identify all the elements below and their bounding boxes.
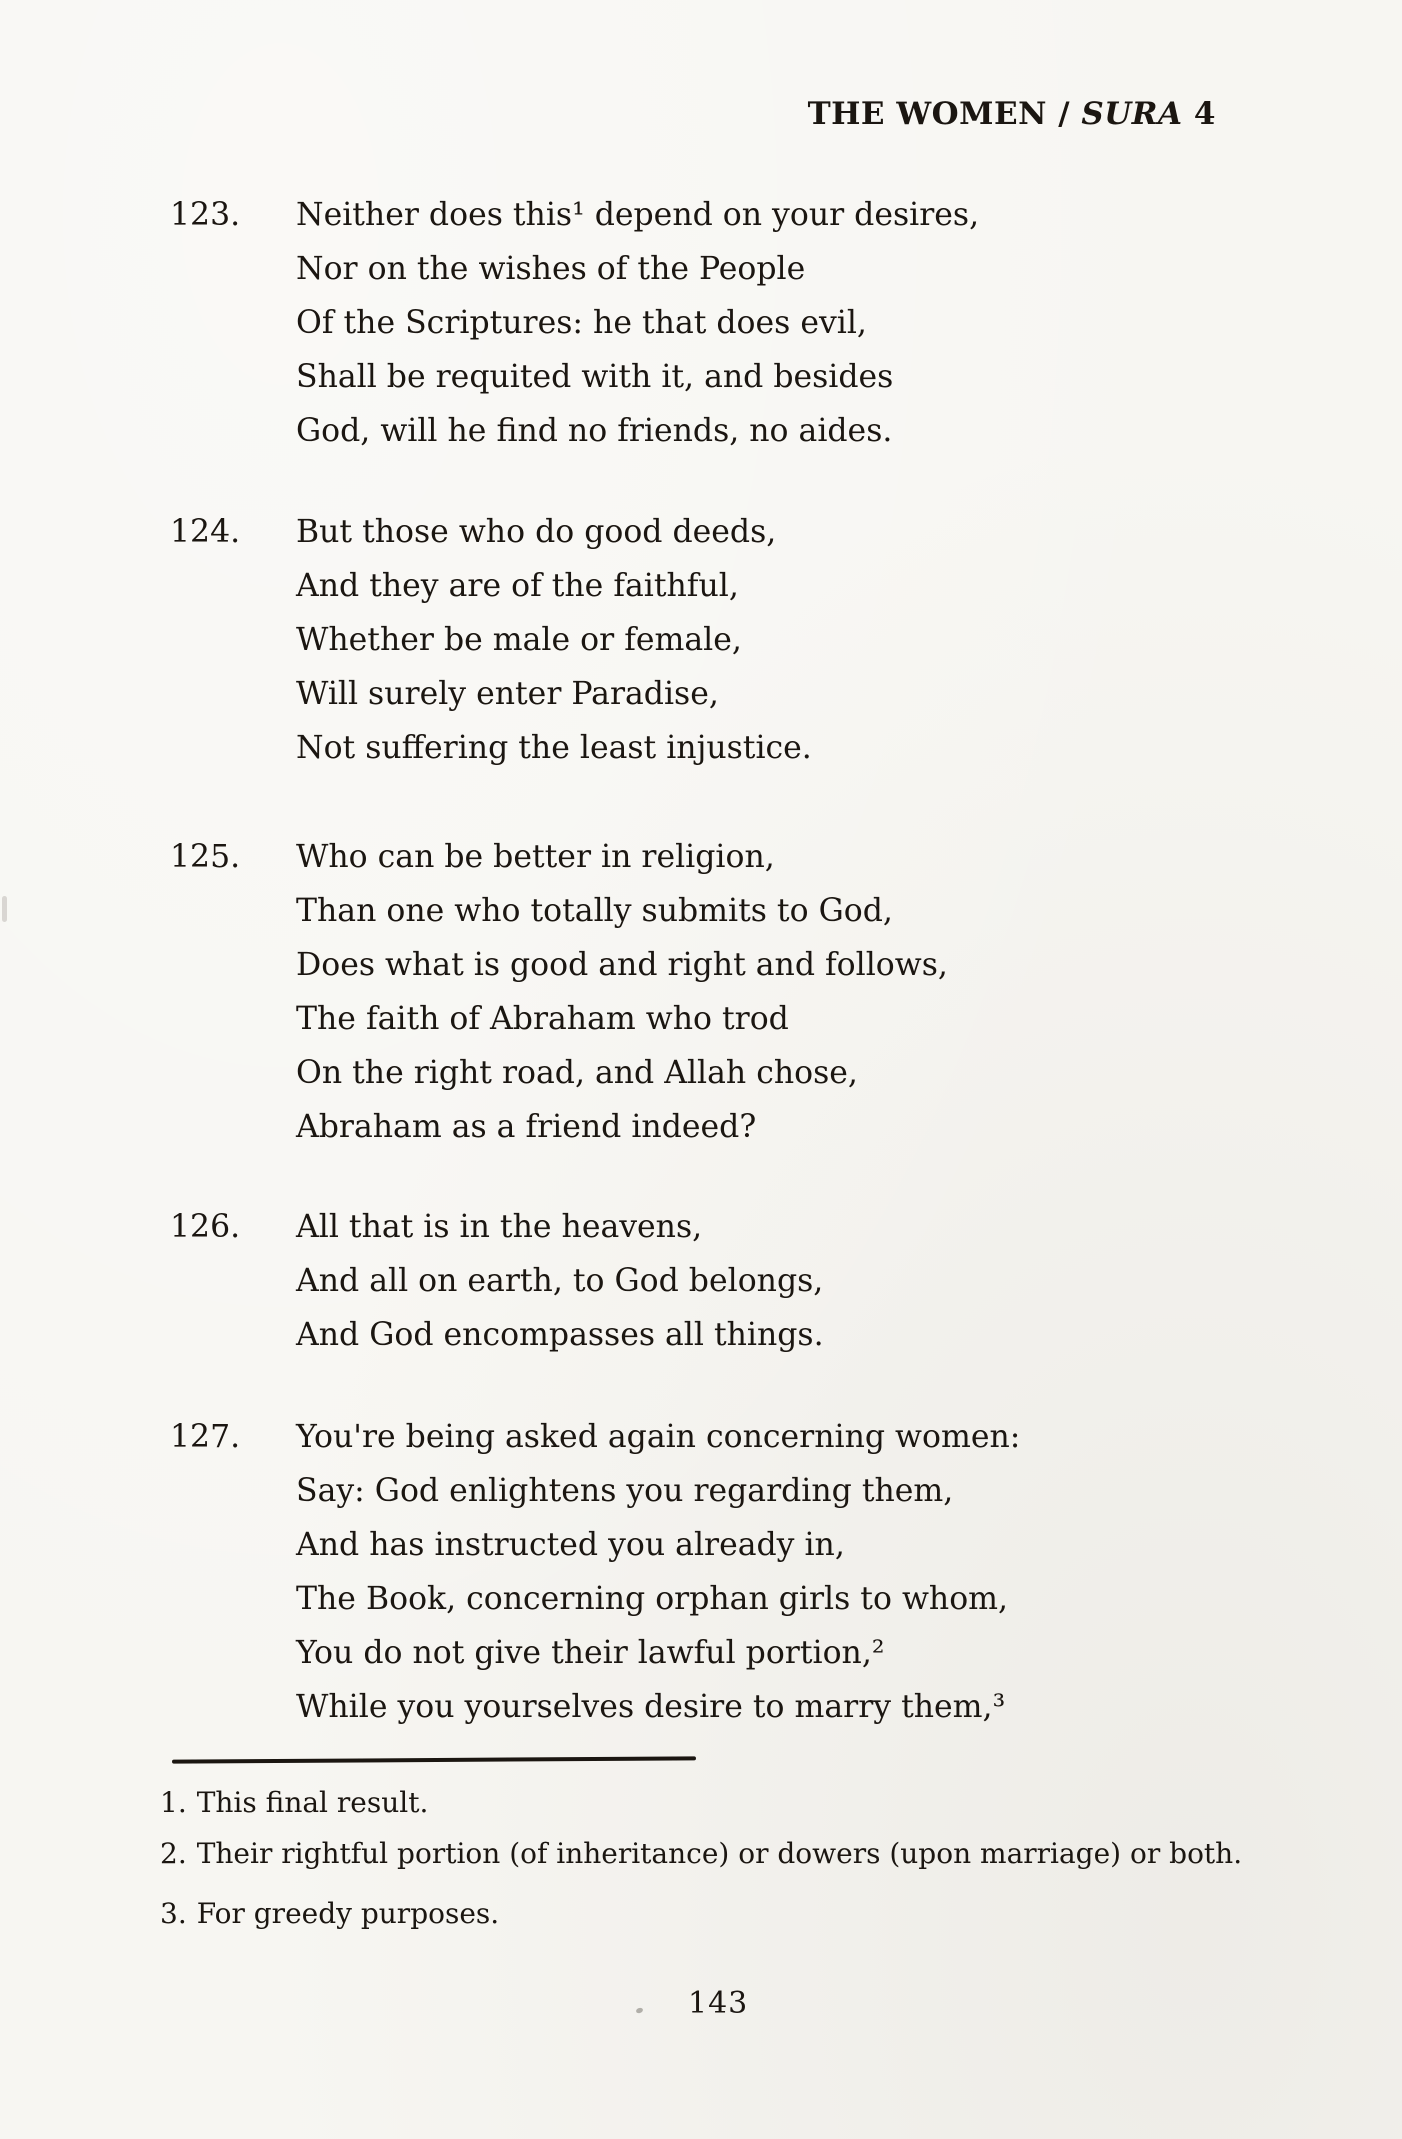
verse-line: And has instructed you already in, (296, 1527, 845, 1563)
footnote-text: For greedy purposes. (196, 1897, 500, 1930)
scan-speckle (2, 896, 7, 922)
verse-number: 123. (170, 197, 241, 233)
verse-lines (296, 1410, 1276, 1734)
footnote-rule (172, 1756, 696, 1763)
footnote-2 (160, 1836, 1310, 1872)
verse-line: Who can be better in religion, (296, 839, 775, 875)
verse-line: Nor on the wishes of the People (296, 251, 806, 287)
footnote-text: This final result. (196, 1786, 429, 1819)
footnote-text: Their rightful portion (of inheritance) or dowers (upon marriage) or both. (196, 1837, 1243, 1870)
verse-line: Whether be male or female, (296, 622, 742, 658)
verse-line: Say: God enlightens you regarding them, (296, 1473, 954, 1509)
verse-number: 124. (170, 514, 241, 550)
footnote-marker: 1. (160, 1786, 187, 1819)
verse-number: 127. (170, 1419, 241, 1455)
verse-number: 126. (170, 1209, 241, 1245)
verse-lines (296, 188, 1276, 458)
footnote-3 (160, 1896, 1310, 1932)
footnote-marker: 2. (160, 1837, 187, 1870)
verse-lines (296, 1200, 1276, 1362)
header-book-title: THE WOMEN (807, 96, 1047, 132)
verse-line: Neither does this¹ depend on your desires, (296, 197, 980, 233)
scan-speckle (635, 2007, 643, 2014)
verse-number: 125. (170, 839, 241, 875)
verse-line: Will surely enter Paradise, (296, 676, 719, 712)
verse-line: While you yourselves desire to marry them,³ (296, 1689, 1006, 1725)
verse-line: And God encompasses all things. (296, 1317, 824, 1353)
verse-line: Does what is good and right and follows, (296, 947, 948, 983)
verse-line: The faith of Abraham who trod (296, 1001, 789, 1037)
footnote-1 (160, 1785, 1310, 1821)
verse-line: Shall be requited with it, and besides (296, 359, 894, 395)
verse-lines (296, 505, 1276, 775)
verse-lines (296, 830, 1276, 1154)
verse-line: But those who do good deeds, (296, 514, 777, 550)
verse-line: Of the Scriptures: he that does evil, (296, 305, 867, 341)
running-header (808, 96, 1216, 132)
verse-line: And they are of the faithful, (296, 568, 739, 604)
verse-line: On the right road, and Allah chose, (296, 1055, 858, 1091)
verse-line: You're being asked again concerning women: (296, 1419, 1021, 1455)
verse-line: Not suffering the least injustice. (296, 730, 812, 766)
verse-line: God, will he find no friends, no aides. (296, 413, 893, 449)
header-sura-number: 4 (1182, 96, 1216, 132)
header-divider: / (1046, 96, 1082, 132)
page-number: 143 (688, 1986, 749, 2021)
verse-line: Than one who totally submits to God, (296, 893, 893, 929)
verse-line: And all on earth, to God belongs, (296, 1263, 824, 1299)
footnote-marker: 3. (160, 1897, 187, 1930)
verse-line: All that is in the heavens, (296, 1209, 703, 1245)
verse-line: You do not give their lawful portion,² (296, 1635, 885, 1671)
verse-line: The Book, concerning orphan girls to whom, (296, 1581, 1009, 1617)
verse-line: Abraham as a friend indeed? (296, 1109, 757, 1145)
header-sura-title: SURA (1081, 96, 1183, 132)
